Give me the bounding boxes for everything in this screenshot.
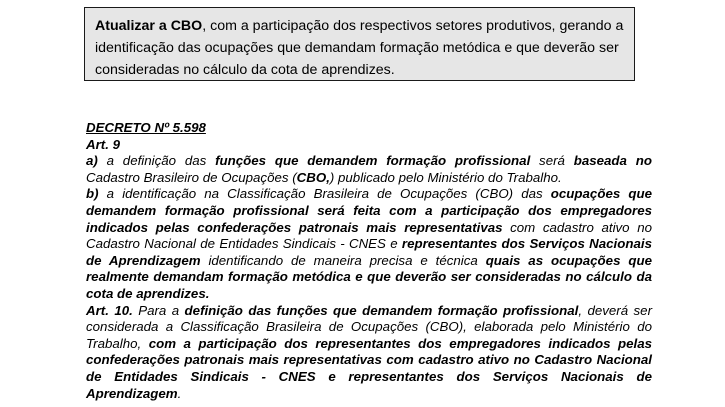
art10-emphasis: definição das funções que demandem formação profissional: [184, 302, 579, 318]
art10-text: .: [177, 385, 182, 401]
item-b-emphasis: representantes dos Serviços Nacionais de Aprendizagem: [86, 236, 652, 268]
art10-text: Para a: [132, 302, 185, 318]
item-a-emphasis: funções que demandem formação profissional: [215, 153, 531, 169]
callout-lead: Atualizar a CBO: [95, 18, 203, 34]
item-a-paragraph: [86, 153, 652, 186]
item-b-emphasis: ocupações que demandem formação profissional será feita com a participação dos empregadores indicados pelas confederações patronais mais representativas: [86, 186, 652, 235]
callout-box: [84, 7, 635, 81]
item-a-text: Cadastro Brasileiro de Ocupações (: [86, 169, 297, 185]
item-a-emphasis: baseada no: [573, 153, 652, 169]
item-a-emphasis: CBO,: [296, 169, 330, 185]
item-b-paragraph: [86, 186, 652, 302]
art9-heading: Art. 9: [86, 136, 120, 152]
item-b-emphasis: quais as ocupações que realmente demandam formação metódica e que deverão ser consideradas no cálculo da cota de aprendizes.: [86, 252, 652, 301]
item-b-text: identificando de maneira precisa e técnica: [200, 252, 486, 268]
art10-heading: Art. 10.: [86, 302, 133, 318]
art10-paragraph: [86, 303, 652, 403]
item-b-text: com cadastro ativo no Cadastro Nacional de Entidades Sindicais - CNES e: [86, 219, 652, 252]
item-a-text: será: [530, 153, 574, 169]
art10-emphasis: com a participação dos representantes dos empregadores indicados pelas confederações patronais mais representativas com cadastro ativo no Cadastro Nacional de Entidades Sindicais - CNES e representantes dos Serviços Nacionais de Aprendizagem: [86, 335, 652, 401]
item-a-text: ) publicado pelo Ministério do Trabalho.: [329, 169, 562, 185]
art10-text: , deverá ser considerada a Classificação Brasileira de Ocupações (CBO), elaborada pelo Ministério do Trabalho,: [86, 302, 652, 351]
decree-title: DECRETO Nº 5.598: [86, 120, 206, 135]
item-b-letter: b): [86, 186, 99, 202]
item-a-text: a definição das: [97, 153, 216, 169]
item-b-text: a identificação na Classificação Brasileira de Ocupações (CBO) das: [98, 186, 551, 202]
item-a-letter: a): [86, 153, 98, 169]
callout-text: , com a participação dos respectivos setores produtivos, gerando a identificação das ocupações que demandam formação metódica e que deverão ser consideradas no cálculo da cota de aprendizes.: [95, 18, 624, 78]
decree-section: [86, 120, 652, 402]
